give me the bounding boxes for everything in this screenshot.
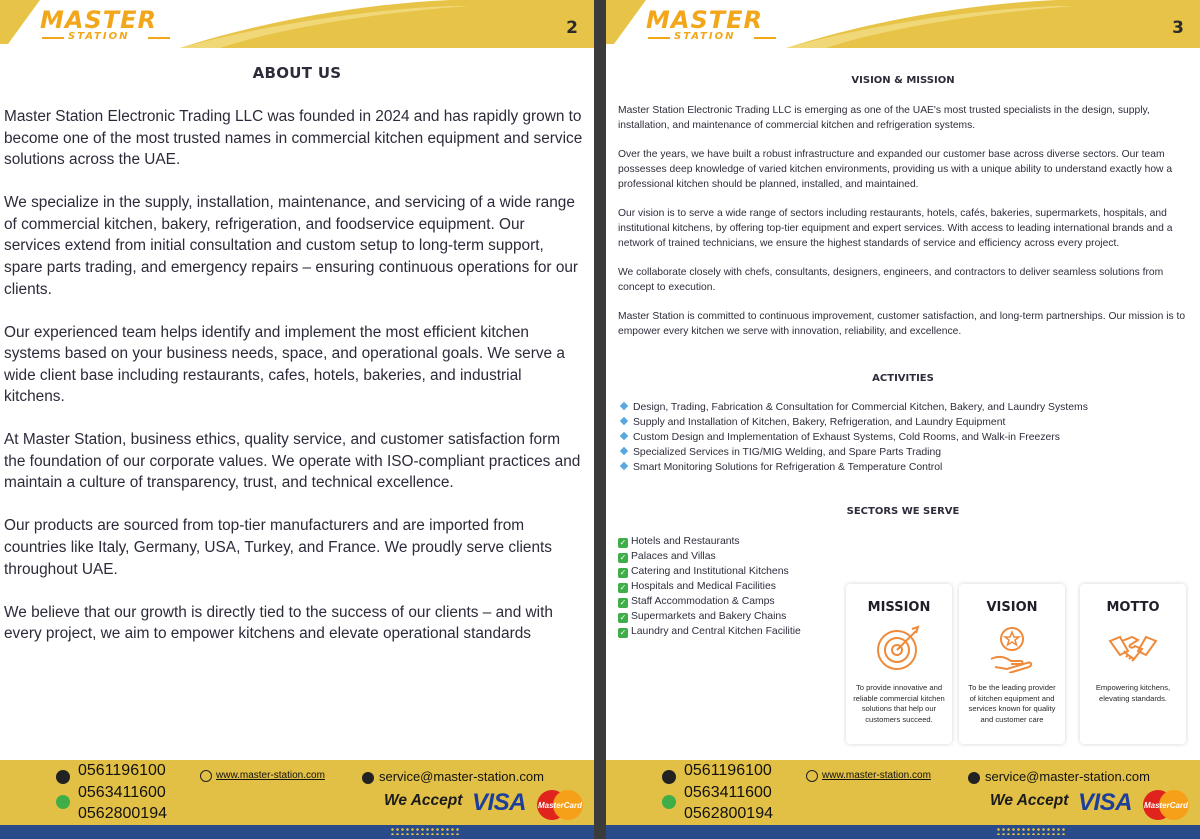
sectors-title: SECTORS WE SERVE [846, 506, 960, 517]
mastercard-logo [534, 788, 586, 822]
card-title: VISION [986, 600, 1038, 615]
about-paragraph: We specialize in the supply, installation, maintenance, and servicing of a wide range of commercial kitchen, bakery, refrigeration, and foodservice equipment. Our services extend from initial consultation and custom setup to long-term support, spare parts trading, and emergency repairs – ensuring continuous operations for our clients. [4, 194, 579, 298]
motto-card [1080, 584, 1186, 744]
about-paragraph: Master Station Electronic Trading LLC was founded in 2024 and has rapidly grown to become one of the most trusted names in commercial kitchen equipment and service solutions across the UAE. [4, 108, 583, 169]
page-header [606, 0, 1200, 48]
footer-dots [996, 827, 1066, 835]
phone-number[interactable]: 0561196100 [684, 762, 772, 779]
about-us-title: ABOUT US [252, 64, 342, 82]
checkmark-icon: ✓ [619, 553, 627, 562]
mission-vision-motto-cards [846, 584, 1196, 746]
list-item: Design, Trading, Fabrication & Consultation for Commercial Kitchen, Bakery, and Laundry Systems [618, 401, 1188, 416]
visa-logo: VISA [472, 789, 527, 816]
list-item: ✓ Catering and Institutional Kitchens [619, 566, 789, 577]
card-title: MOTTO [1106, 600, 1160, 615]
card-text: Empowering kitchens, elevating standards. [1095, 683, 1171, 703]
checkmark-icon: ✓ [619, 613, 627, 622]
target-icon [874, 623, 924, 673]
phone-number[interactable]: 0563411600 [78, 783, 166, 801]
card-text: To provide innovative and reliable commercial kitchen solutions that help our customers succeed. [853, 683, 945, 724]
phone-number[interactable]: 0561196100 [78, 762, 166, 779]
list-item: ✓ Laundry and Central Kitchen Facilitie [619, 626, 801, 637]
about-paragraph: Our products are sourced from top-tier manufacturers and are imported from countries like Italy, Germany, USA, Turkey, and France. We proudly serve clients throughout UAE. [4, 517, 553, 578]
about-paragraph: At Master Station, business ethics, quality service, and customer satisfaction form the foundation of our corporate values. We operate with ISO-compliant practices and maintain a culture of transparency, trust, and technical excellence. [4, 431, 581, 492]
handshake-icon [1108, 623, 1158, 673]
mastercard-logo [1140, 788, 1192, 822]
phone-number[interactable]: 0563411600 [684, 783, 772, 801]
footer-stripe [606, 825, 1200, 839]
vision-paragraph: We collaborate closely with chefs, consultants, designers, engineers, and contractors to deliver seamless solutions from concept to execution. [618, 267, 1164, 293]
phone-icon [662, 770, 676, 784]
website-link[interactable]: www.master-station.com [216, 770, 325, 781]
page-2 [0, 0, 594, 839]
page-footer [606, 760, 1200, 839]
about-us-body [4, 106, 584, 666]
diamond-bullet-icon [620, 461, 628, 469]
globe-icon [200, 770, 212, 782]
diamond-bullet-icon [620, 432, 628, 440]
card-text: To be the leading provider of kitchen equipment and services known for quality and customer care [968, 683, 1056, 724]
diamond-bullet-icon [620, 446, 628, 454]
list-item: ✓ Supermarkets and Bakery Chains [619, 611, 787, 622]
vision-paragraph: Over the years, we have built a robust infrastructure and expanded our customer base across diverse sectors. Our team possesses deep knowledge of varied kitchen environments, providing us with a unique ability to understand exactly how a professional kitchen should be planned, installed, and maintained. [618, 149, 1173, 190]
page-header [0, 0, 594, 48]
email-link[interactable]: service@master-station.com [379, 769, 544, 784]
list-item: Specialized Services in TIG/MIG Welding, and Spare Parts Trading [618, 446, 1188, 461]
visa-logo: VISA [1078, 789, 1133, 816]
activities-list [618, 401, 1188, 476]
vision-paragraph: Our vision is to serve a wide range of sectors including restaurants, hotels, cafés, bakeries, supermarkets, hospitals, and institutional kitchens, by offering top-tier equipment and expert services. With access to leading international brands and a network of trained technicians, we ensure the highest standards of service and efficiency across every project. [618, 208, 1173, 249]
phone-icon [56, 770, 70, 784]
vision-paragraph: Master Station Electronic Trading LLC is emerging as one of the UAE's most trusted specialists in the design, supply, installation, and maintenance of commercial kitchen and refrigeration systems. [618, 105, 1150, 131]
about-paragraph: We believe that our growth is directly tied to the success of our clients – and with every project, we aim to empower kitchens and elevate operational standards [4, 603, 553, 643]
list-item: Supply and Installation of Kitchen, Bakery, Refrigeration, and Laundry Equipment [618, 416, 1188, 431]
we-accept-label: We Accept [384, 792, 463, 809]
list-item: ✓ Hotels and Restaurants [619, 536, 740, 547]
footer-stripe [0, 825, 594, 839]
checkmark-icon: ✓ [619, 628, 627, 637]
we-accept-label: We Accept [990, 792, 1069, 809]
list-item: ✓ Hospitals and Medical Facilities [619, 581, 776, 592]
footer-dots [390, 827, 460, 835]
checkmark-icon: ✓ [619, 598, 627, 607]
list-item: ✓ Staff Accommodation & Camps [619, 596, 775, 607]
checkmark-icon: ✓ [619, 538, 627, 547]
phone-numbers [684, 760, 773, 825]
email-link[interactable]: service@master-station.com [985, 769, 1150, 784]
diamond-bullet-icon [620, 417, 628, 425]
vision-paragraph: Master Station is committed to continuous improvement, customer satisfaction, and long-term partnerships. Our mission is to empower every kitchen we serve with innovation, reliability, and excellence. [618, 311, 1186, 338]
list-item: Smart Monitoring Solutions for Refrigeration & Temperature Control [618, 461, 1188, 476]
vision-card [959, 584, 1065, 744]
svg-text:MasterCard: MasterCard [537, 801, 583, 810]
list-item: Custom Design and Implementation of Exhaust Systems, Cold Rooms, and Walk-in Freezers [618, 431, 1188, 446]
email-icon [362, 772, 374, 784]
page-number: 2 [566, 18, 578, 38]
diamond-bullet-icon [620, 402, 628, 410]
sectors-list [618, 534, 858, 639]
card-title: MISSION [867, 600, 931, 615]
checkmark-icon: ✓ [619, 568, 627, 577]
page-footer [0, 760, 594, 839]
email-icon [968, 772, 980, 784]
website-link[interactable]: www.master-station.com [822, 770, 931, 781]
checkmark-icon: ✓ [619, 583, 627, 592]
page-3 [606, 0, 1200, 839]
globe-icon [806, 770, 818, 782]
vision-mission-body [618, 104, 1186, 355]
phone-number[interactable]: 0562800194 [78, 805, 167, 822]
page-gutter [594, 0, 606, 839]
whatsapp-icon [56, 795, 70, 809]
mission-card [846, 584, 952, 744]
company-logo: MASTER STATION [40, 6, 190, 46]
phone-numbers [78, 760, 167, 825]
page-number: 3 [1172, 18, 1184, 38]
whatsapp-icon [662, 795, 676, 809]
phone-number[interactable]: 0562800194 [684, 805, 773, 822]
list-item: ✓ Palaces and Villas [619, 551, 716, 562]
svg-text:MasterCard: MasterCard [1143, 801, 1189, 810]
vision-mission-title: VISION & MISSION [851, 75, 955, 86]
company-logo: MASTER STATION [646, 6, 796, 46]
star-hand-icon [987, 623, 1037, 673]
about-paragraph: Our experienced team helps identify and implement the most efficient kitchen systems based on your business needs, space, and operational goals. We serve a wide client base including restaurants, cafes, hotels, bakeries, and industrial kitchens. [4, 323, 565, 406]
activities-title: ACTIVITIES [872, 373, 934, 384]
